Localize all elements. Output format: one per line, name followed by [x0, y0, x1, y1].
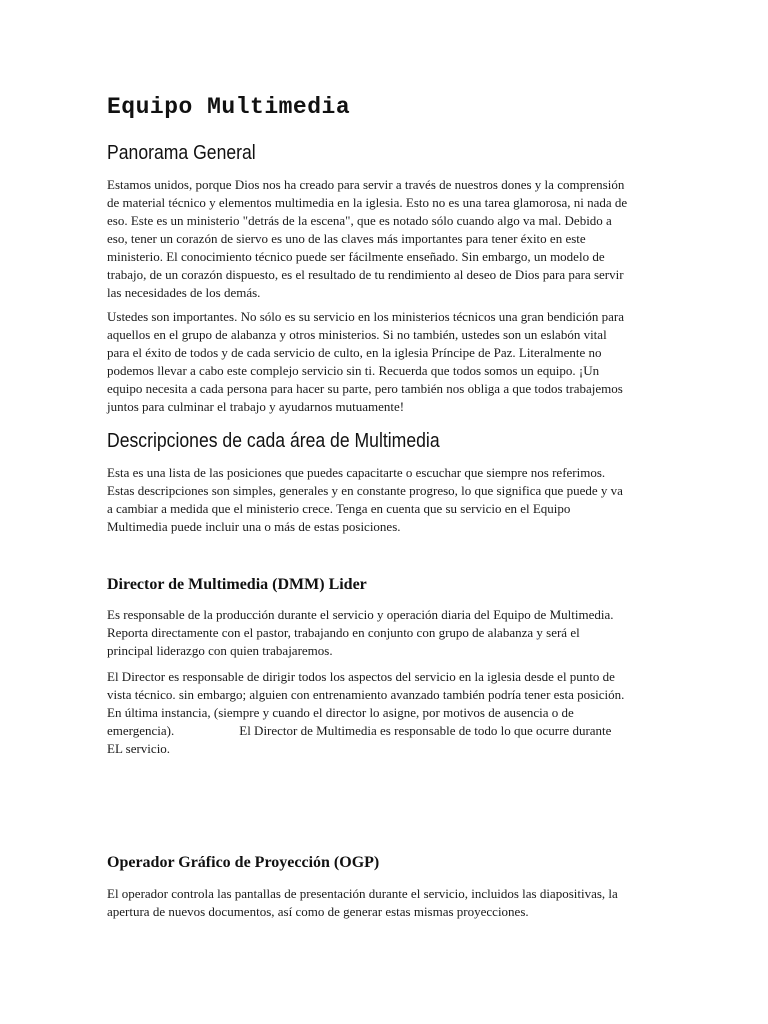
text-line: equipo necesita a cada persona para hacer su parte, pero también nos obliga a que todos trabajemos: [107, 381, 623, 396]
ogp-paragraph-1: [107, 885, 687, 921]
text-line: apertura de nuevos documentos, así como de generar estas mismas proyecciones.: [107, 904, 529, 919]
text-line: eso. Este es un ministerio "detrás de la escena", que es notado sólo cuando algo va mal. Debido a: [107, 213, 612, 228]
text-line: Estamos unidos, porque Dios nos ha creado para servir a través de nuestros dones y la comprensión: [107, 177, 625, 192]
text-line: Estas descripciones son simples, generales y en constante progreso, lo que significa que puede y va: [107, 483, 623, 498]
text-line: El Director es responsable de dirigir todos los aspectos del servicio en la iglesia desde el punto de: [107, 669, 615, 684]
text-line: emergencia). El Director de Multimedia es responsable de todo lo que ocurre durante: [107, 723, 612, 738]
text-line: a cambiar a medida que el ministerio crece. Tenga en cuenta que su servicio en el Equipo: [107, 501, 571, 516]
text-line: Ustedes son importantes. No sólo es su servicio en los ministerios técnicos una gran bendición para: [107, 309, 625, 324]
director-paragraph-1: [107, 606, 687, 660]
text-line: Esta es una lista de las posiciones que puedes capacitarte o escuchar que siempre nos referimos.: [107, 465, 606, 480]
descriptions-paragraph-1: [107, 464, 687, 536]
text-line: las necesidades de los demás.: [107, 285, 261, 300]
text-line: principal liderazgo con quien trabajaremos.: [107, 643, 333, 658]
text-line: Multimedia puede incluir una o más de estas posiciones.: [107, 519, 401, 534]
text-line: Es responsable de la producción durante el servicio y operación diaria del Equipo de Multimedia.: [107, 607, 614, 622]
text-line: de material técnico y elementos multimedia en la iglesia. Esto no es una tarea glamorosa, ni nada de: [107, 195, 628, 210]
section-heading-director: Director de Multimedia (DMM) Lider: [107, 576, 367, 593]
overview-paragraph-1: [107, 176, 687, 302]
text-line: EL servicio.: [107, 741, 171, 756]
text-line: podemos llevar a cabo este complejo servicio sin ti. Recuerda que todos somos un equipo. ¡Un: [107, 363, 600, 378]
text-line: El operador controla las pantallas de presentación durante el servicio, incluidos las diapositivas, la: [107, 886, 618, 901]
text-line: Reporta directamente con el pastor, trabajando en conjunto con grupo de alabanza y será el: [107, 625, 580, 640]
text-line: aquellos en el grupo de alabanza y otros ministerios. Si no también, ustedes son un eslabón vital: [107, 327, 607, 342]
text-line: eso, tener un corazón de siervo es uno de las claves más importantes para tener éxito en este: [107, 231, 586, 246]
section-heading-overview: Panorama General: [107, 142, 256, 164]
text-line: para el éxito de todos y de cada servicio de culto, en la iglesia Príncipe de Paz. Literalmente no: [107, 345, 602, 360]
section-heading-ogp: Operador Gráfico de Proyección (OGP): [107, 854, 380, 871]
overview-paragraph-2: [107, 308, 687, 416]
text-line: vista técnico. sin embargo; alguien con entrenamiento avanzado también podría tener esta posición.: [107, 687, 625, 702]
text-line: trabajo, de un corazón dispuesto, es el resultado de tu rendimiento al deseo de Dios para para servir: [107, 267, 624, 282]
section-heading-descriptions: Descripciones de cada área de Multimedia: [107, 430, 440, 452]
text-line: juntos para culminar el trabajo y ayudarnos mutuamente!: [107, 399, 405, 414]
text-line: ministerio. El conocimiento técnico puede ser fácilmente enseñado. Sin embargo, un modelo de: [107, 249, 605, 264]
document-title: Equipo Multimedia: [107, 94, 351, 120]
director-paragraph-2: [107, 668, 687, 758]
text-line: En última instancia, (siempre y cuando el director lo asigne, por motivos de ausencia o de: [107, 705, 574, 720]
